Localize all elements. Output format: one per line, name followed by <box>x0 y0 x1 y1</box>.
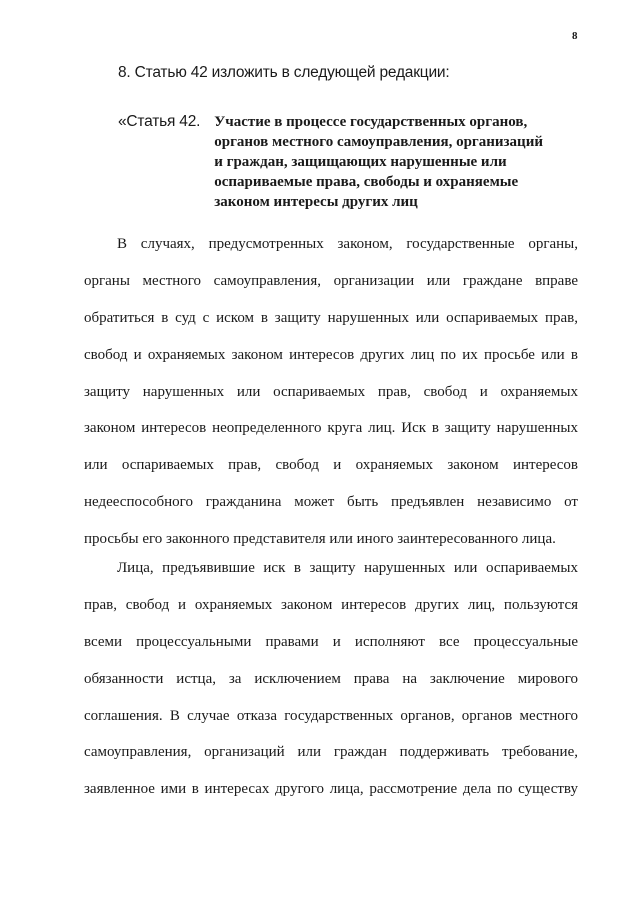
article-title-line: законом интересы других лиц <box>214 194 418 210</box>
text-line: просьбы его законного представителя или иного заинтересованного лица. <box>84 531 556 548</box>
text-line: прав, свобод и охраняемых законом интересов других лиц, пользуются <box>84 596 578 613</box>
text-line: обратиться в суд с иском в защиту нарушенных или оспариваемых прав, <box>84 309 578 326</box>
text-line: или оспариваемых прав, свобод и охраняемых законом интересов <box>84 457 578 474</box>
text-line: обязанности истца, за исключением права на заключение мирового <box>84 670 578 687</box>
article-title-line: и граждан, защищающих нарушенные или <box>214 154 507 170</box>
paragraph-2 <box>84 550 578 808</box>
paragraph-1 <box>84 226 578 558</box>
article-label: «Статья 42. <box>118 113 201 130</box>
text-line: заявленное ими в интересах другого лица, рассмотрение дела по существу <box>84 781 578 798</box>
text-line: самоуправления, организаций или граждан поддерживать требование, <box>84 744 578 761</box>
text-line: В случаях, предусмотренных законом, государственные органы, <box>117 236 578 252</box>
text-line: свобод и охраняемых законом интересов других лиц по их просьбе или в <box>84 346 578 363</box>
text-line: всеми процессуальными правами и исполняют все процессуальные <box>84 633 578 650</box>
article-heading <box>118 112 578 212</box>
page-number: 8 <box>572 30 578 42</box>
amendment-intro: 8. Статью 42 изложить в следующей редакции: <box>118 64 450 81</box>
article-title-line: оспариваемые права, свободы и охраняемые <box>214 174 519 190</box>
text-line: органы местного самоуправления, организации или граждане вправе <box>84 272 578 289</box>
article-title <box>214 112 543 212</box>
article-title-line: Участие в процессе государственных органов, <box>214 114 528 130</box>
text-line: недееспособного гражданина может быть предъявлен независимо от <box>84 494 578 511</box>
text-line: Лица, предъявившие иск в защиту нарушенных или оспариваемых <box>117 560 578 576</box>
text-line: соглашения. В случае отказа государственных органов, органов местного <box>84 707 578 724</box>
text-line: защиту нарушенных или оспариваемых прав, свобод и охраняемых <box>84 383 578 400</box>
article-title-line: органов местного самоуправления, организаций <box>214 134 543 150</box>
text-line: законом интересов неопределенного круга лиц. Иск в защиту нарушенных <box>84 420 578 437</box>
